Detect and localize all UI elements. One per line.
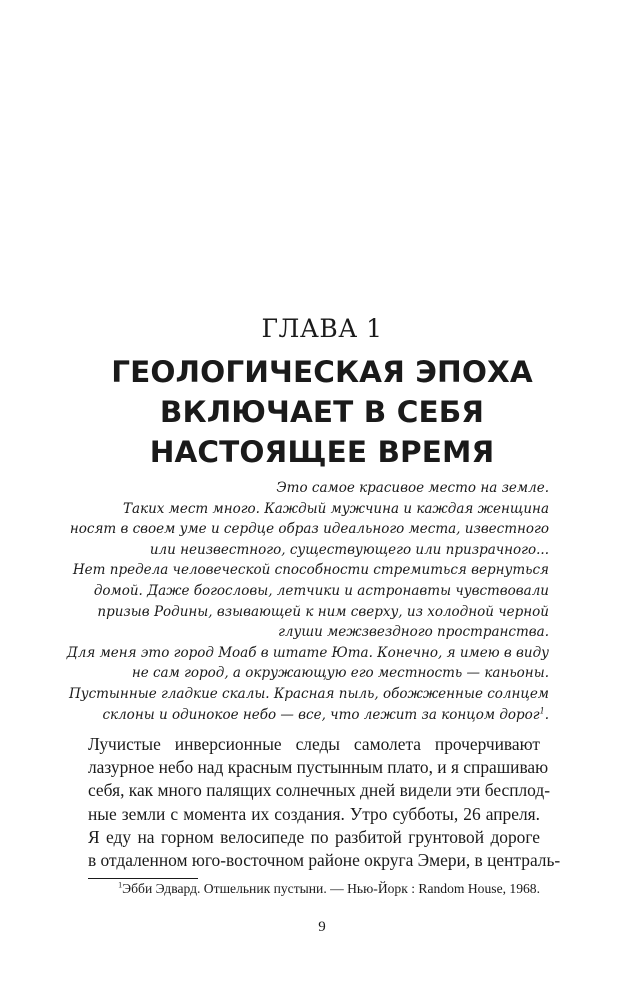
epigraph-line: Это самое красивое место на земле.: [276, 480, 549, 496]
body-line: лазурное небо над красным пустынным плато, и я спрашиваю: [88, 757, 549, 778]
epigraph-line: Пустынные гладкие скалы. Красная пыль, обожженные солнцем: [68, 685, 549, 702]
chapter-label: ГЛАВА 1: [261, 314, 383, 343]
body-line: себя, как много палящих солнечных дней видели эти бесплод-: [88, 780, 551, 801]
chapter-title: [60, 352, 584, 472]
footnote-text: Эбби Эдвард. Отшельник пустыни. — Нью-Йорк : Random House, 1968.: [122, 881, 540, 896]
footnote: [88, 880, 540, 898]
body-line: Я еду на горном велосипеде по разбитой грунтовой дороге: [88, 826, 540, 847]
epigraph: [60, 478, 549, 725]
body-line-text: Лучистые инверсионные следы самолета прочерчивают: [88, 734, 540, 754]
epigraph-line: домой. Даже богословы, летчики и астронавты чувствовали: [93, 582, 549, 599]
epigraph-line: не сам город, а окружающую его местность — каньоны.: [131, 665, 549, 682]
page-number: 9: [318, 919, 326, 935]
footnote-divider: [88, 878, 198, 879]
footnote-reference[interactable]: 1: [539, 706, 545, 716]
epigraph-line: Для меня это город Моаб в штате Юта. Конечно, я имею в виду: [66, 644, 549, 661]
body-line: [88, 733, 540, 756]
epigraph-last-text: склоны и одинокое небо — все, что лежит за концом дорог: [102, 706, 540, 723]
body-paragraph: [88, 733, 561, 872]
epigraph-line: Нет предела человеческой способности стремиться вернуться: [72, 562, 549, 579]
chapter-title-line: НАСТОЯЩЕЕ ВРЕМЯ: [149, 435, 495, 469]
epigraph-line: носят в своем уме и сердце образ идеального места, известного: [69, 521, 549, 538]
body-line: ные земли с момента их создания. Утро субботы, 26 апреля.: [88, 803, 540, 824]
epigraph-line: глуши межзвездного пространства.: [278, 624, 549, 641]
epigraph-line-last: склоны и одинокое небо — все, что лежит за концом дорог$^1$.: [102, 706, 549, 723]
chapter-title-line: ГЕОЛОГИЧЕСКАЯ ЭПОХА: [111, 355, 533, 389]
epigraph-line: или неизвестного, существующего или призрачного...: [149, 541, 549, 558]
footnote-marker: 1: [118, 880, 123, 890]
chapter-title-line: ВКЛЮЧАЕТ В СЕБЯ: [159, 395, 485, 429]
epigraph-line: призыв Родины, взывающей к ним сверху, из холодной черной: [97, 603, 549, 620]
body-line: в отдаленном юго-восточном районе округа Эмери, в централь-: [88, 849, 561, 870]
epigraph-line: Таких мест много. Каждый мужчина и каждая женщина: [122, 500, 549, 517]
